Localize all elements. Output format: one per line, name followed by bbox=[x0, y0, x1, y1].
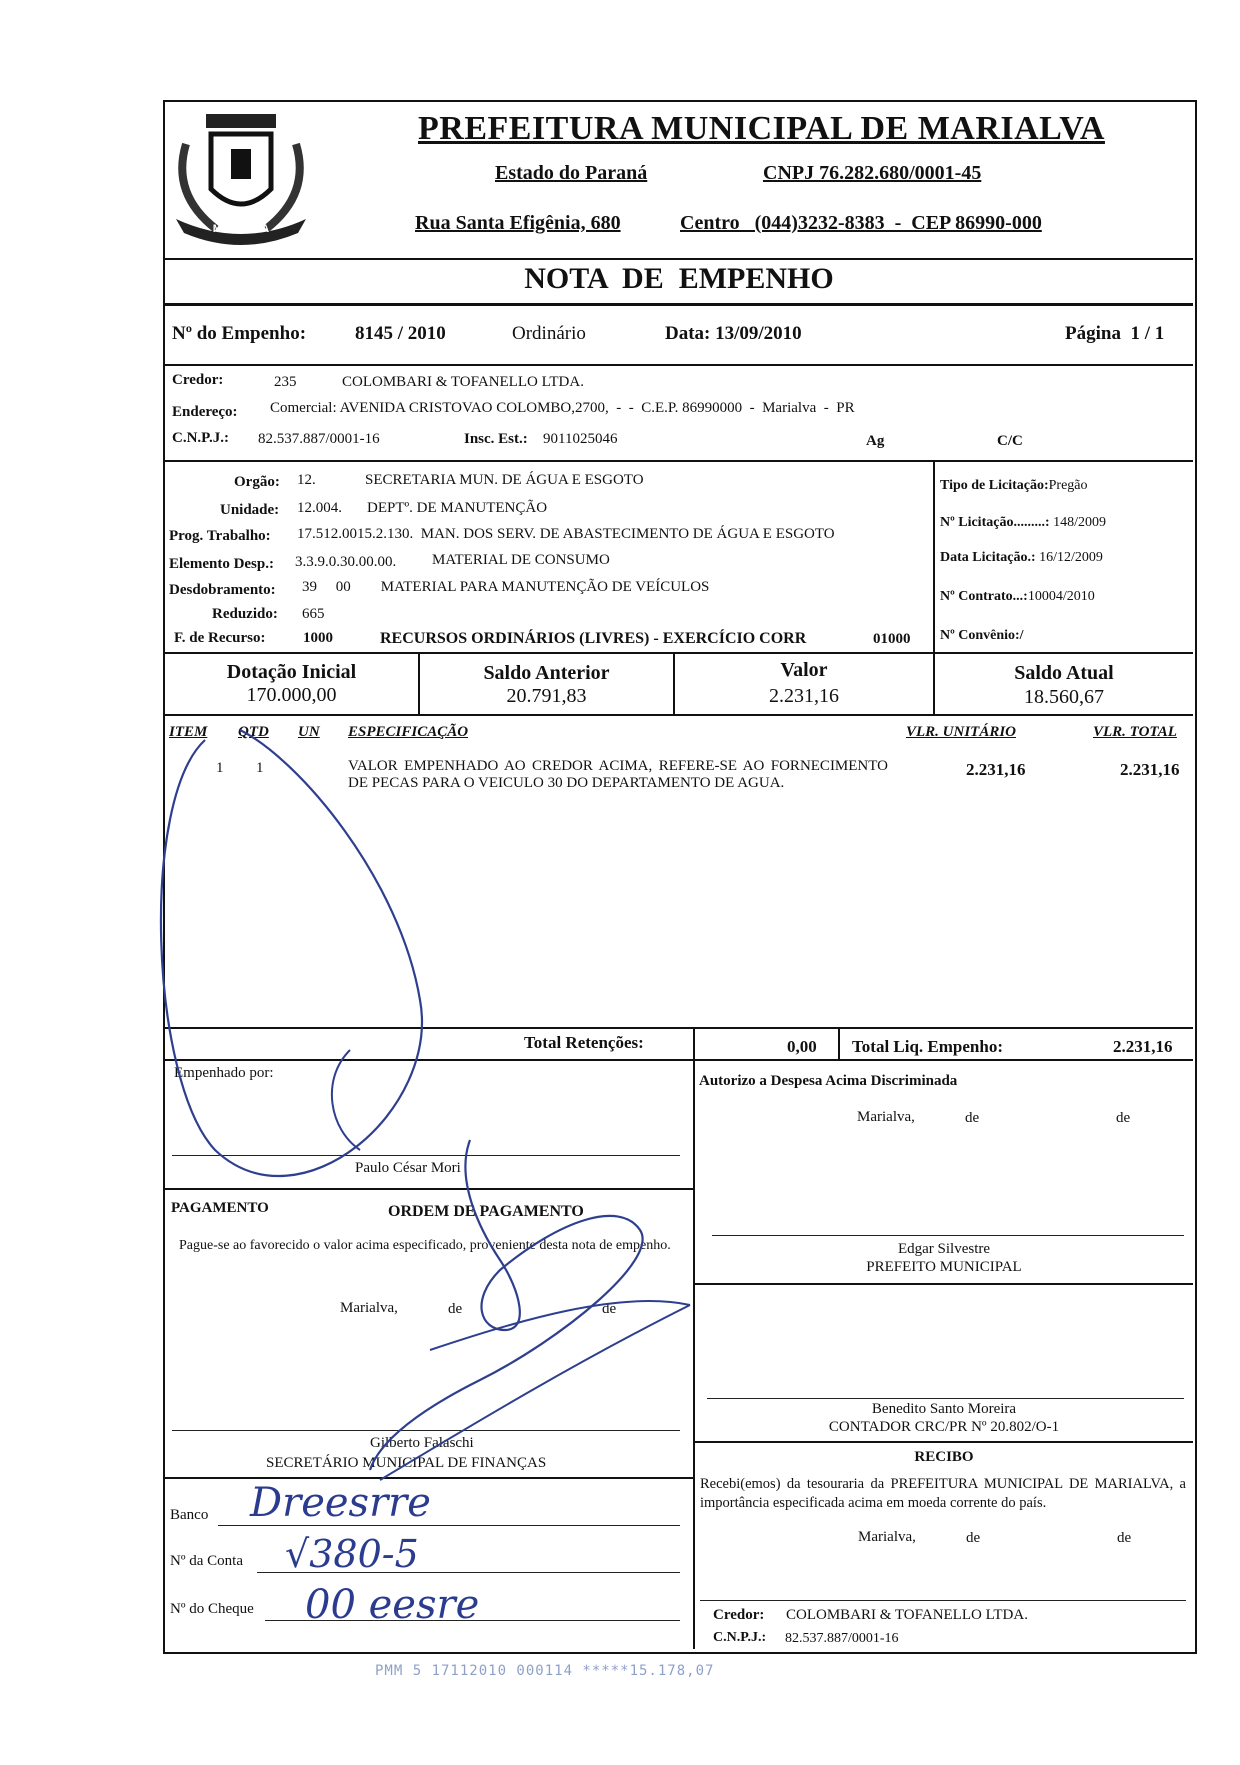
prefeito-name: Edgar Silvestre bbox=[897, 1241, 991, 1257]
row-item: 1 bbox=[216, 760, 224, 776]
elemento-label: Elemento Desp.: bbox=[169, 556, 274, 572]
address-label: Endereço: bbox=[172, 404, 238, 420]
banco-label: Banco bbox=[170, 1507, 209, 1523]
pagamento-text: Pague-se ao favorecido o valor acima especificado, proveniente desta nota de empenho. bbox=[179, 1238, 671, 1253]
saldo-atual-value: 18.560,67 bbox=[1024, 686, 1104, 708]
col-total: VLR. TOTAL bbox=[1093, 724, 1177, 740]
ie-label: Insc. Est.: bbox=[464, 431, 528, 447]
secretario-name: Gilberto Falaschi bbox=[370, 1435, 474, 1451]
unidade-label: Unidade: bbox=[220, 502, 280, 518]
credor-name: COLOMBARI & TOFANELLO LTDA. bbox=[342, 374, 584, 390]
licitacao-data-value: 16/12/2009 bbox=[1039, 550, 1103, 565]
credor-address: Comercial: AVENIDA CRISTOVAO COLOMBO,2700, - - C.E.P. 86990000 - Marialva - PR bbox=[270, 400, 855, 416]
cnpj-label: C.N.P.J.: bbox=[172, 430, 229, 446]
pagamento-marialva: Marialva, bbox=[340, 1300, 398, 1316]
recibo-cnpj: 82.537.887/0001-16 bbox=[785, 1631, 899, 1646]
conta-handwriting: √380-5 bbox=[285, 1532, 419, 1576]
licitacao-tipo-value: Pregão bbox=[1048, 478, 1088, 493]
document-title: NOTA DE EMPENHO bbox=[524, 262, 834, 295]
pagamento-de-1: de bbox=[448, 1301, 463, 1317]
col-item: ITEM bbox=[169, 724, 208, 740]
empenho-label: Nº do Empenho: bbox=[172, 323, 307, 344]
empenho-date: Data: 13/09/2010 bbox=[665, 323, 802, 344]
recibo-credor: COLOMBARI & TOFANELLO LTDA. bbox=[786, 1607, 1028, 1623]
prefeitura-title: PREFEITURA MUNICIPAL DE MARIALVA bbox=[418, 110, 1105, 147]
header-cnpj: CNPJ 76.282.680/0001-45 bbox=[763, 162, 982, 184]
contador-title: CONTADOR CRC/PR Nº 20.802/O-1 bbox=[828, 1419, 1060, 1435]
convenio: Nº Convênio:/ bbox=[940, 628, 1024, 643]
prog-value: 17.512.0015.2.130. MAN. DOS SERV. DE ABASTECIMENTO DE ÁGUA E ESGOTO bbox=[297, 526, 835, 542]
reduzido-label: Reduzido: bbox=[212, 606, 278, 622]
saldo-anterior-value: 20.791,83 bbox=[506, 685, 587, 707]
pagamento-label: PAGAMENTO bbox=[171, 1200, 269, 1216]
liq-label: Total Liq. Empenho: bbox=[852, 1037, 1003, 1056]
recibo-text: Recebi(emos) da tesouraria da PREFEITURA MUNICIPAL DE MARIALVA, a importância especificada acima em moeda corrente do país. bbox=[700, 1476, 1186, 1511]
cheque-handwriting: 00 eesre bbox=[305, 1582, 480, 1628]
col-qtd: QTD bbox=[238, 724, 269, 740]
reduzido-value: 665 bbox=[302, 606, 325, 622]
dotacao-label: Dotação Inicial bbox=[226, 661, 357, 683]
valor-value: 2.231,16 bbox=[769, 685, 839, 707]
contrato: Nº Contrato...:10004/2010 bbox=[940, 589, 1095, 604]
autorizo-label: Autorizo a Despesa Acima Discriminada bbox=[699, 1073, 958, 1089]
credor-cnpj: 82.537.887/0001-16 bbox=[258, 431, 380, 447]
row-total: 2.231,16 bbox=[1120, 760, 1180, 779]
ag-label: Ag bbox=[866, 433, 885, 449]
header-contact: Centro (044)3232-8383 - CEP 86990-000 bbox=[680, 212, 1042, 234]
authentication-stamp: PMM 5 17112010 000114 *****15.178,07 bbox=[375, 1663, 715, 1679]
contrato-value: 10004/2010 bbox=[1027, 589, 1095, 604]
contador-name: Benedito Santo Moreira bbox=[871, 1401, 1017, 1417]
desdobramento-value: 39 00 MATERIAL PARA MANUTENÇÃO DE VEÍCULOS bbox=[302, 579, 710, 595]
recibo-cnpj-label: C.N.P.J.: bbox=[713, 1630, 767, 1645]
saldo-atual-label: Saldo Atual bbox=[1014, 662, 1114, 684]
retencoes-value: 0,00 bbox=[787, 1037, 817, 1056]
col-spec: ESPECIFICAÇÃO bbox=[348, 724, 469, 740]
unidade-name: DEPTº. DE MANUTENÇÃO bbox=[367, 500, 548, 516]
empenho-type: Ordinário bbox=[512, 323, 586, 344]
ordem-pagamento-label: ORDEM DE PAGAMENTO bbox=[388, 1203, 584, 1220]
recibo-marialva: Marialva, bbox=[858, 1529, 916, 1545]
credor-label: Credor: bbox=[172, 372, 224, 388]
empenho-number: 8145 / 2010 bbox=[355, 323, 446, 344]
cc-label: C/C bbox=[997, 433, 1023, 449]
secretario-title: SECRETÁRIO MUNICIPAL DE FINANÇAS bbox=[266, 1455, 547, 1471]
page-number: Página 1 / 1 bbox=[1065, 323, 1165, 344]
elemento-name: MATERIAL DE CONSUMO bbox=[432, 552, 610, 568]
recibo-de-2: de bbox=[1117, 1530, 1132, 1546]
header-address: Rua Santa Efigênia, 680 bbox=[415, 212, 621, 234]
recibo-credor-label: Credor: bbox=[713, 1607, 765, 1623]
retencoes-label: Total Retenções: bbox=[524, 1033, 644, 1052]
licitacao-numero: Nº Licitação.........: 148/2009 bbox=[940, 515, 1106, 530]
prog-label: Prog. Trabalho: bbox=[169, 528, 271, 544]
state-name: Estado do Paraná bbox=[495, 162, 648, 184]
unidade-code: 12.004. bbox=[297, 500, 342, 516]
row-spec: VALOR EMPENHADO AO CREDOR ACIMA, REFERE-SE AO FORNECIMENTO DE PECAS PARA O VEICULO 30 DO DEPARTAMENTO DE AGUA. bbox=[348, 758, 888, 791]
recurso-number: 01000 bbox=[873, 631, 911, 647]
row-unit: 2.231,16 bbox=[966, 760, 1026, 779]
orgao-name: SECRETARIA MUN. DE ÁGUA E ESGOTO bbox=[365, 472, 644, 488]
orgao-label: Orgão: bbox=[234, 474, 280, 490]
recurso-label: F. de Recurso: bbox=[174, 630, 266, 646]
licitacao-numero-value: 148/2009 bbox=[1053, 515, 1106, 530]
row-qtd: 1 bbox=[256, 760, 264, 776]
autorizo-marialva: Marialva, bbox=[857, 1109, 915, 1125]
elemento-code: 3.3.9.0.30.00.00. bbox=[295, 554, 397, 570]
dotacao-value: 170.000,00 bbox=[246, 684, 337, 706]
autorizo-de-2: de bbox=[1116, 1110, 1131, 1126]
liq-value: 2.231,16 bbox=[1113, 1037, 1173, 1056]
credor-ie: 9011025046 bbox=[543, 431, 618, 447]
licitacao-tipo-label: Tipo de Licitação:Pregão bbox=[940, 478, 1088, 493]
conta-label: Nº da Conta bbox=[170, 1553, 243, 1569]
recurso-name: RECURSOS ORDINÁRIOS (LIVRES) - EXERCÍCIO CORR bbox=[380, 630, 807, 647]
credor-code: 235 bbox=[274, 374, 297, 390]
saldo-anterior-label: Saldo Anterior bbox=[483, 662, 610, 684]
autorizo-de-1: de bbox=[965, 1110, 980, 1126]
licitacao-data: Data Licitação.: 16/12/2009 bbox=[940, 550, 1103, 565]
cheque-label: Nº do Cheque bbox=[170, 1601, 254, 1617]
empenhado-por-label: Empenhado por: bbox=[174, 1065, 274, 1081]
recurso-code: 1000 bbox=[303, 630, 333, 646]
svg-text:MARIALVA: MARIALVA bbox=[212, 223, 270, 235]
prefeito-title: PREFEITO MUNICIPAL bbox=[866, 1259, 1022, 1275]
recibo-title: RECIBO bbox=[914, 1449, 974, 1465]
col-unit: VLR. UNITÁRIO bbox=[906, 724, 1017, 740]
empenhado-por-name: Paulo César Mori bbox=[355, 1160, 461, 1176]
pagamento-de-2: de bbox=[602, 1301, 617, 1317]
orgao-code: 12. bbox=[297, 472, 316, 488]
desdobramento-label: Desdobramento: bbox=[169, 582, 276, 598]
valor-label: Valor bbox=[780, 659, 828, 681]
recibo-de-1: de bbox=[966, 1530, 981, 1546]
col-un: UN bbox=[298, 724, 320, 740]
banco-handwriting: Dreesrre bbox=[250, 1480, 431, 1526]
